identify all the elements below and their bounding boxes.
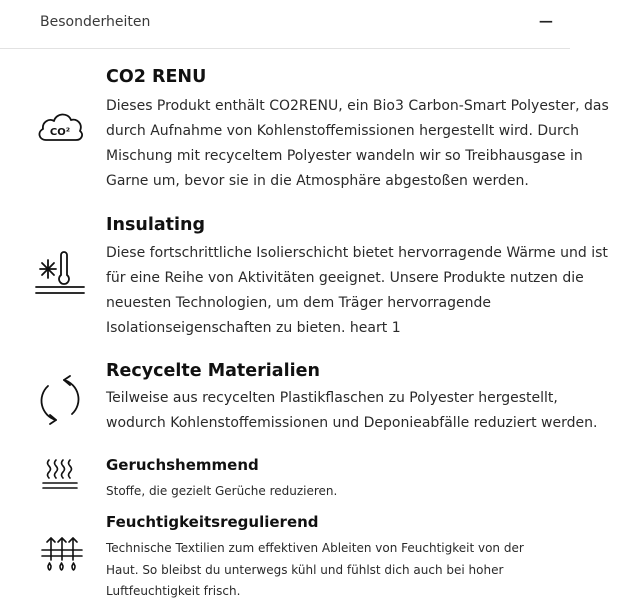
- feature-description: Dieses Produkt enthält CO2RENU, ein Bio3 Carbon-Smart Polyester, das durch Aufnahme von Kohlenstoffemissionen hergestellt wird. Durch Mischung mit recyceltem Polyester wandeln wir so Treibhausgase in Garne um, bevor sie in die Atmosphäre abgestoßen werden.: [106, 98, 609, 189]
- co2-cloud-icon: [34, 102, 86, 154]
- feature-description: Diese fortschrittliche Isolierschicht bietet hervorragende Wärme und ist für eine Reihe von Aktivitäten geeignet. Unsere Produkte nutzen die neuesten Technologien, um dem Träger hervorragende Isolationseigenschaften zu bieten. heart 1: [106, 245, 608, 336]
- insulation-thermometer-icon: [34, 247, 86, 299]
- feature-description: Teilweise aus recycelten Plastikflaschen zu Polyester hergestellt, wodurch Kohlenstoffemissionen und Deponieabfälle reduziert werden.: [106, 390, 598, 431]
- moisture-wicking-icon: [40, 534, 84, 578]
- feature-title: Feuchtigkeitsregulierend: [106, 513, 319, 531]
- accordion-header[interactable]: [0, 0, 570, 49]
- feature-title: Geruchshemmend: [106, 456, 259, 474]
- feature-description: Stoffe, die gezielt Gerüche reduzieren.: [106, 484, 338, 498]
- odor-control-icon: [40, 452, 80, 492]
- recycle-arrows-icon: [34, 374, 86, 426]
- feature-title: Recycelte Materialien: [106, 361, 320, 381]
- accordion-title: Besonderheiten: [40, 14, 151, 30]
- co2-icon-label: CO²: [49, 127, 71, 138]
- feature-title: CO2 RENU: [106, 67, 207, 87]
- collapse-toggle-button[interactable]: −: [537, 9, 555, 33]
- feature-description: Technische Textilien zum effektiven Ableiten von Feuchtigkeit von der Haut. So bleibst du unterwegs kühl und fühlst dich auch bei hoher Luftfeuchtigkeit frisch.: [106, 541, 524, 598]
- feature-title: Insulating: [106, 215, 206, 235]
